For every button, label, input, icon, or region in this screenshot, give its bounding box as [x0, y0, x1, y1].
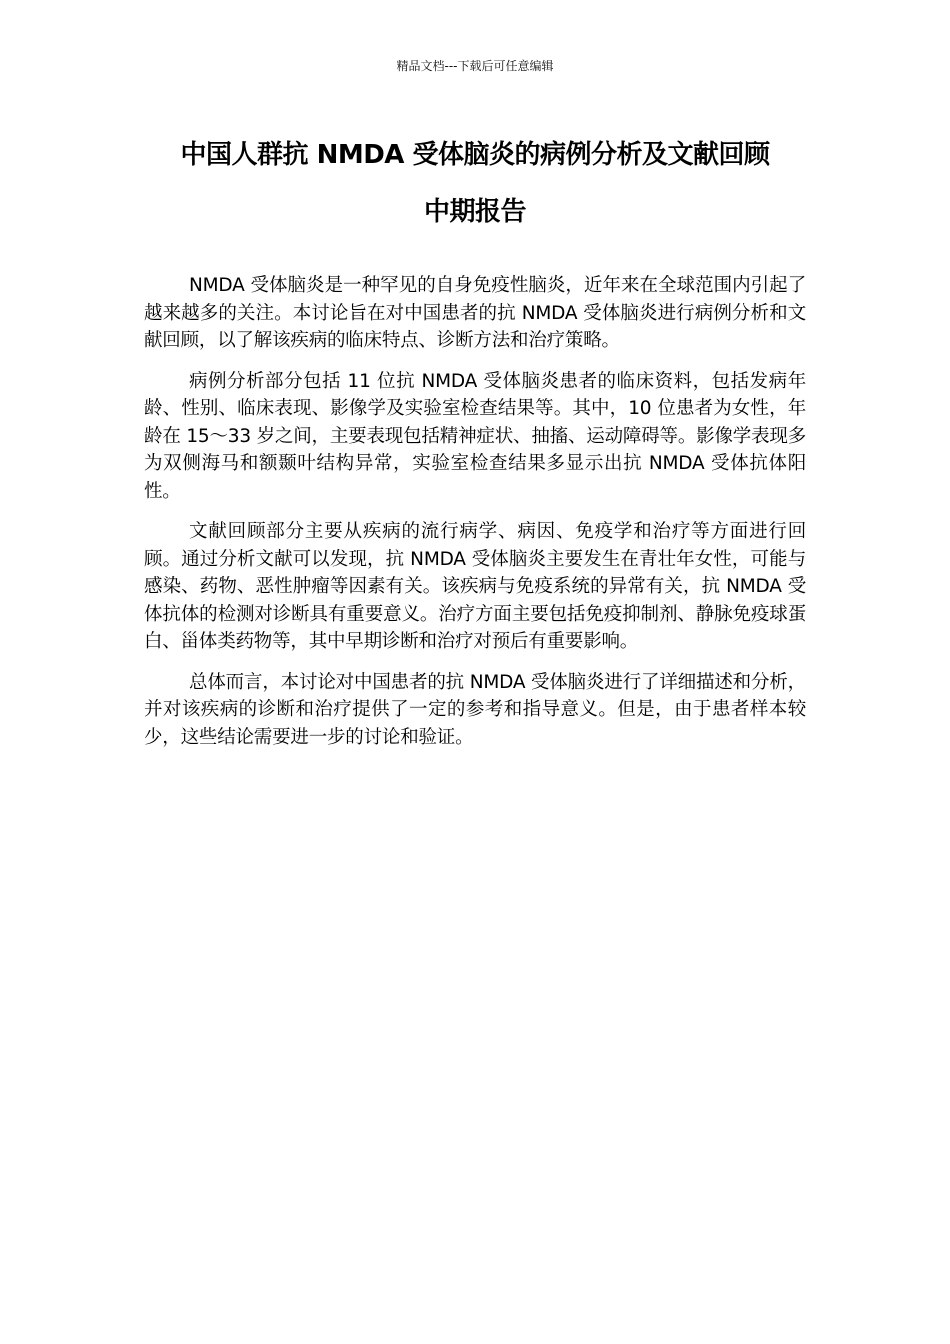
paragraph-introduction: NMDA 受体脑炎是一种罕见的自身免疫性脑炎，近年来在全球范围内引起了越来越多的关注。本讨论旨在对中国患者的抗 NMDA 受体脑炎进行病例分析和文献回顾，以了解该疾病的临床特点、诊断方法和治疗策略。: [144, 275, 806, 351]
document-title-line-2: 中期报告: [423, 197, 526, 227]
paragraph-conclusion: 总体而言，本讨论对中国患者的抗 NMDA 受体脑炎进行了详细描述和分析，并对该疾病的诊断和治疗提供了一定的参考和指导意义。但是，由于患者样本较少，这些结论需要进一步的讨论和验证。: [144, 671, 806, 748]
document-title-line-1: 中国人群抗 NMDA 受体脑炎的病例分析及文献回顾: [180, 140, 770, 170]
paragraph-case-analysis: 病例分析部分包括 11 位抗 NMDA 受体脑炎患者的临床资料，包括发病年龄、性别、临床表现、影像学及实验室检查结果等。其中，10 位患者为女性，年龄在 15～33 岁之间，主要表现包括精神症状、抽搐、运动障碍等。影像学表现多为双侧海马和额颞叶结构异常，实验室检查结果多显示出抗 NMDA 受体抗体阳性。: [144, 370, 806, 502]
document-body: [144, 272, 806, 764]
paragraph-literature-review: 文献回顾部分主要从疾病的流行病学、病因、免疫学和治疗等方面进行回顾。通过分析文献可以发现，抗 NMDA 受体脑炎主要发生在青壮年女性，可能与感染、药物、恶性肿瘤等因素有关。该疾病与免疫系统的异常有关，抗 NMDA 受体抗体的检测对诊断具有重要意义。治疗方面主要包括免疫抑制剂、静脉免疫球蛋白、甾体类药物等，其中早期诊断和治疗对预后有重要影响。: [144, 521, 806, 652]
header-note: 精品文档---下载后可任意编辑: [396, 59, 554, 73]
